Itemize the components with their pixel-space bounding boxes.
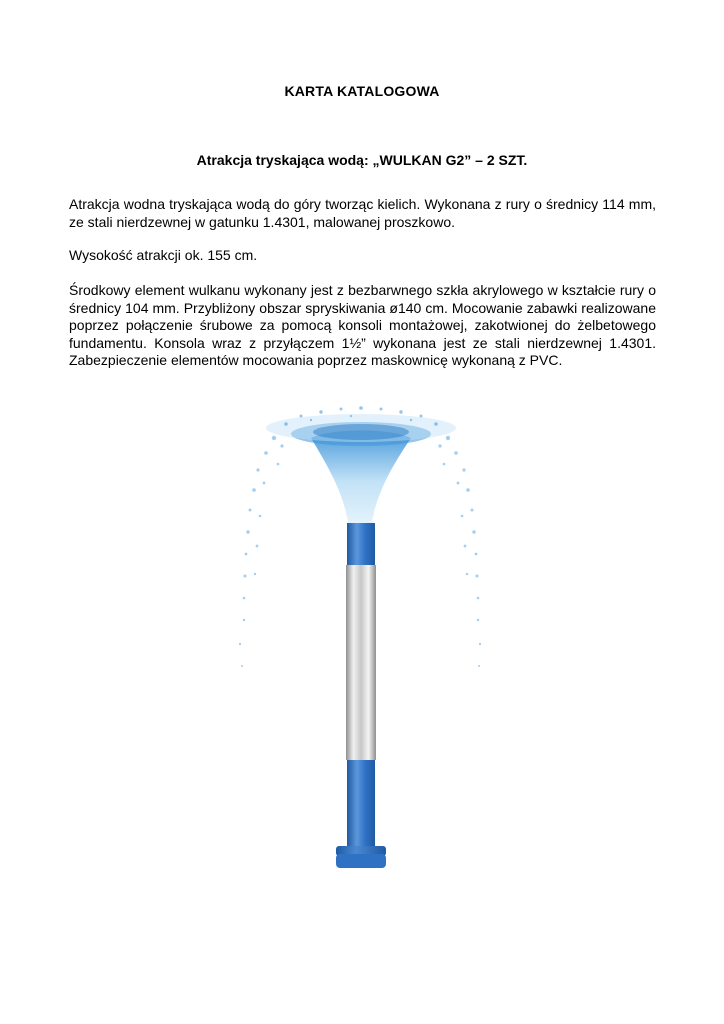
upper-pipe <box>347 523 375 565</box>
base-plate <box>336 846 386 868</box>
product-title: Atrakcja tryskająca wodą: „WULKAN G2” – 2 SZT. <box>196 152 528 168</box>
water-fountain-icon <box>226 398 496 878</box>
lower-pipe <box>347 760 375 846</box>
page-title: KARTA KATALOGOWA <box>284 83 440 99</box>
description-paragraph: Atrakcja wodna tryskająca wodą do góry tworząc kielich. Wykonana z rury o średnicy 114 mm, ze stali nierdzewnej w gatunku 1.4301, malowanej proszkowo. <box>69 196 656 230</box>
construction-paragraph: Środkowy element wulkanu wykonany jest z bezbarwnego szkła akrylowego w kształcie rury o średnicy 104 mm. Przybliżony obszar spryskiwania ø140 cm. Mocowanie zabawki realizowane poprzez połączenie śrubowe za pomocą konsoli montażowej, zakotwionej do żelbetowego fundamentu. Konsola wraz z przyłączem 1½” wykonana jest ze stali nierdzewnej 1.4301. Zabezpieczenie elementów mocowania poprzez maskownicę wykonaną z PVC. <box>69 282 656 368</box>
height-paragraph: Wysokość atrakcji ok. 155 cm. <box>69 247 258 263</box>
acrylic-tube <box>346 565 376 760</box>
